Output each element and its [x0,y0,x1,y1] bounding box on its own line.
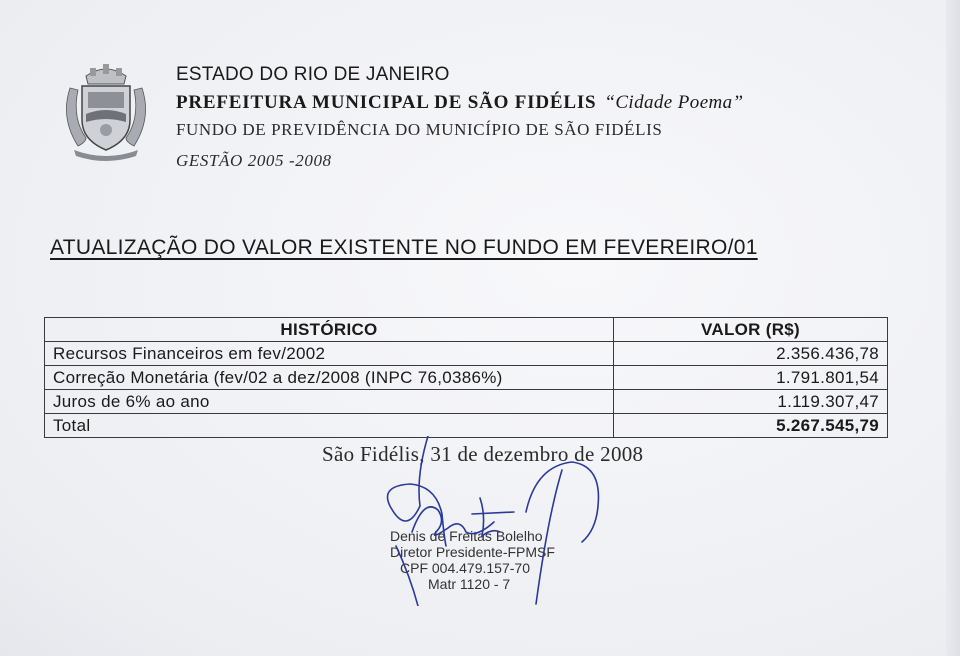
table-row-total [45,414,888,438]
header-fund: FUNDO DE PREVIDÊNCIA DO MUNICÍPIO DE SÃO FIDÉLIS [176,120,663,139]
column-header-valor: VALOR (R$) [614,318,888,342]
row-label: Correção Monetária (fev/02 a dez/2008 (INPC 76,0386%) [45,366,614,390]
header-gestao: GESTÃO 2005 -2008 [176,151,332,170]
signatory-cpf: CPF 004.479.157-70 [400,560,530,576]
signatory-role: Diretor Presidente-FPMSF [390,544,555,560]
table-row [45,390,888,414]
place-date: São Fidélis, 31 de dezembro de 2008 [322,442,644,466]
document-title: ATUALIZAÇÃO DO VALOR EXISTENTE NO FUNDO EM FEVEREIRO/01 [50,236,758,259]
signatory-matr: Matr 1120 - 7 [428,576,511,592]
row-label: Juros de 6% ao ano [45,390,614,414]
municipal-crest-icon [56,58,156,162]
row-value: 2.356.436,78 [614,342,888,366]
signatory-name: Denis de Freitas Bolelho [390,528,543,544]
header-slogan: “Cidade Poema” [604,92,744,113]
header-state: ESTADO DO RIO DE JANEIRO [176,64,450,85]
column-header-historico: HISTÓRICO [45,318,614,342]
row-value: 1.791.801,54 [614,366,888,390]
header-prefeitura [176,92,744,114]
row-value: 1.119.307,47 [614,390,888,414]
paper-edge [946,0,960,656]
table-header-row [45,318,888,342]
header-prefeitura-name: PREFEITURA MUNICIPAL DE SÃO FIDÉLIS [176,92,597,113]
total-value: 5.267.545,79 [614,414,888,438]
table-row [45,366,888,390]
handwritten-signature-icon [376,436,616,606]
row-label: Recursos Financeiros em fev/2002 [45,342,614,366]
total-label: Total [45,414,614,438]
table-row [45,342,888,366]
history-table [44,317,888,438]
